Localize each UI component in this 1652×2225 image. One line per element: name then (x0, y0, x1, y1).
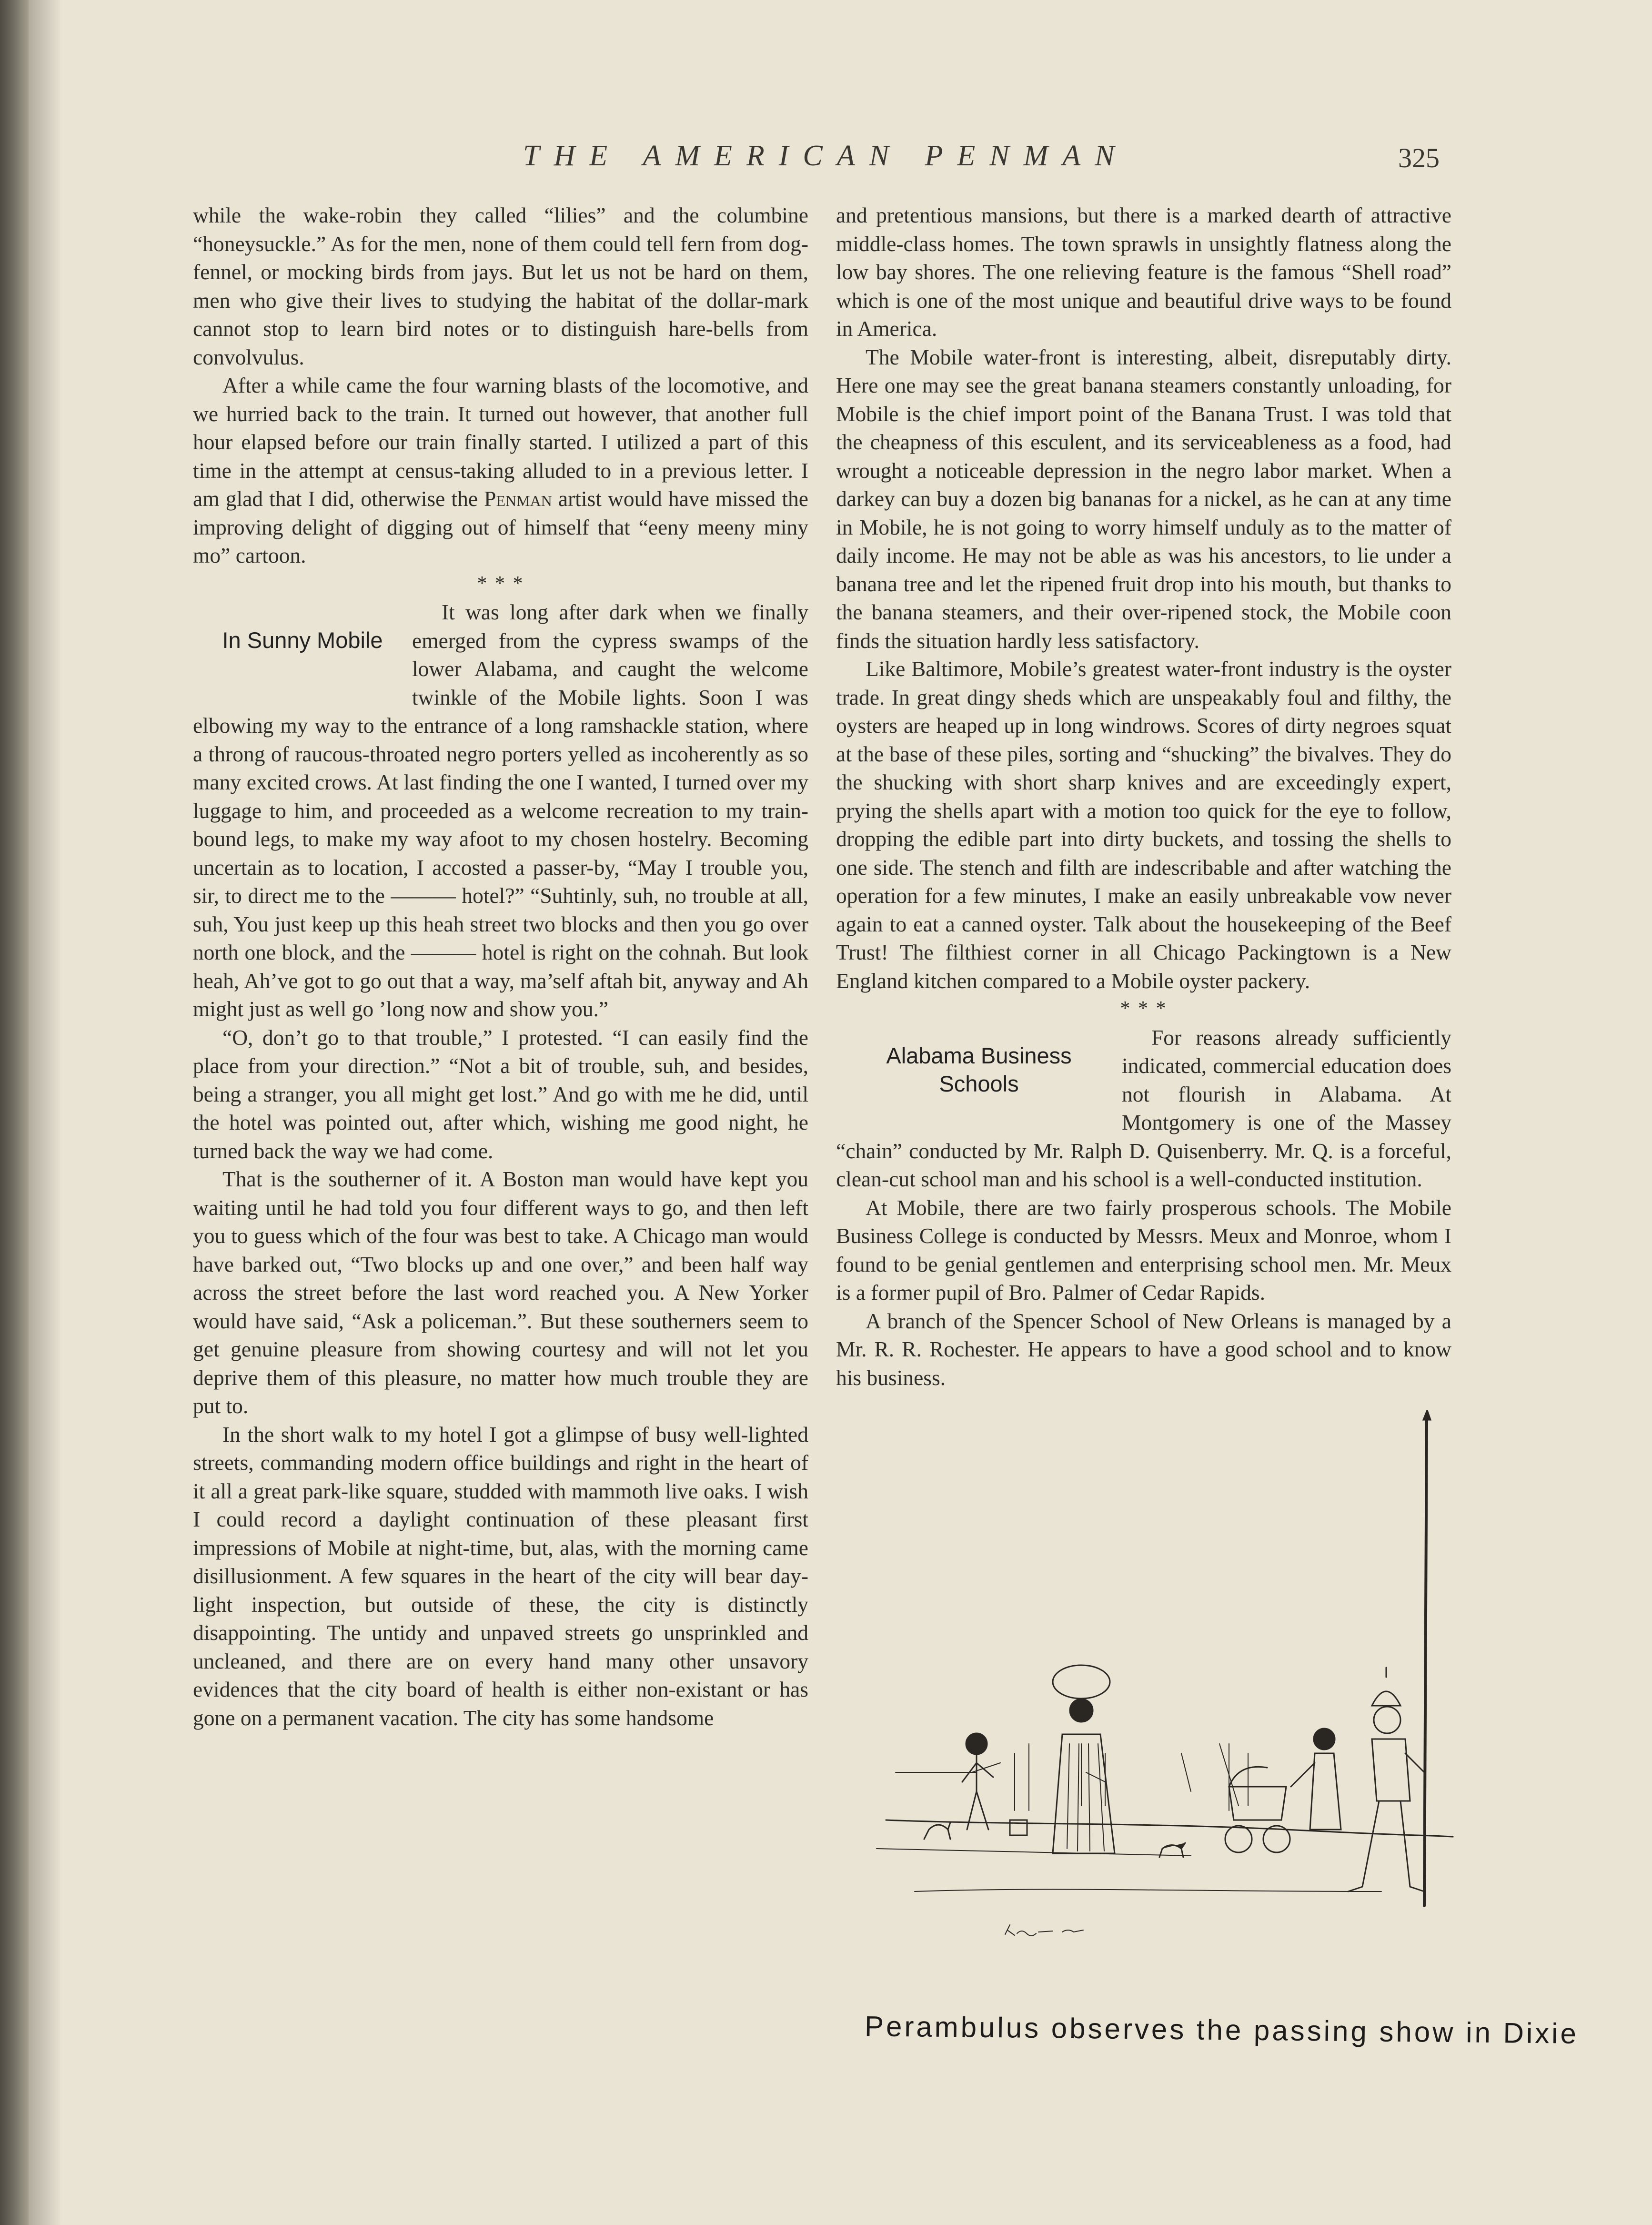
cartoon-illustration (857, 1410, 1477, 2044)
nurse-figure (1291, 1753, 1341, 1830)
paragraph-text: After a while came the four warning blasts of the locomotive, and we hurried back to the train. It turned out however, that another full hour elapsed before our train finally started. I utilized a part of this time in the attempt at census-taking alluded to in a previous letter. I am glad that I did, otherwise the (193, 373, 808, 511)
fence-strokes (896, 1744, 1248, 1810)
paragraph: At Mobile, there are two fairly prosperous schools. The Mobile Business College is conducted by Messrs. Meux and Monroe, whom I found to be genial gentlemen and enterprising school men. Mr. Meux is a former pupil of Bro. Palmer of Cedar Rapids. (836, 1195, 1451, 1305)
paragraph: For reasons already sufficiently indicated, commercial education does not flourish in Alabama. At Montgomery is one of the Massey “chain” conducted by Mr. Ralph D. Quisenberry. Mr. Q. is a forceful, clean-cut school man and his school is a well-conducted institution. (836, 1025, 1451, 1191)
right-column (836, 201, 1451, 1392)
observer-limbs (1348, 1753, 1424, 1891)
paragraph: and pretentious mansions, but there is a marked dearth of attractive middle-class homes. The town sprawls in unsightly flatness along the low bay shores. The one relieving feature is the famous “Shell road” which is one of the most unique and beautiful drive ways to be found in America. (836, 203, 1451, 341)
paragraph: “O, don’t go to that trouble,” I protested. “I can easily find the place from your direction.” “Not a bit of trouble, suh, and besides, being a stranger, you all might get lost.” And go with me he did, until the hotel was pointed out, after which, wishing me good night, he turned back the way we had come. (193, 1025, 808, 1163)
man-head (966, 1733, 987, 1754)
gutter-shadow (29, 0, 62, 2225)
observer-head (1374, 1707, 1400, 1733)
section-sidehead: In Sunny Mobile (222, 627, 383, 653)
pith-helmet (1372, 1691, 1400, 1706)
observer-coat (1372, 1739, 1410, 1801)
book-binding-edge (0, 0, 29, 2225)
nurse-head (1314, 1729, 1335, 1750)
artist-signature (1005, 1925, 1083, 1936)
paragraph-text: artist would have missed the improving delight of digging out of himself that “eeny meeny miny mo” cartoon. (193, 486, 809, 567)
dress-stripes (1067, 1744, 1104, 1851)
man-figure (962, 1754, 993, 1830)
bucket (1010, 1820, 1027, 1835)
paragraph: A branch of the Spencer School of New Orleans is managed by a Mr. R. R. Rochester. He appears to have a good school and to know his business. (836, 1308, 1451, 1390)
paragraph: while the wake-robin they called “lilies” and the columbine “honeysuckle.” As for the men, none of them could tell fern from dog-fennel, or mocking birds from jays. But let us not be hard on them, men who give their lives to studying the habitat of the dollar-mark cannot stop to learn bird notes or to distinguish hare-bells from convolvulus. (193, 203, 808, 369)
paragraph: The Mobile water-front is interesting, albeit, disreputably dirty. Here one may see the great banana steamers constantly unloading, for Mobile is the chief import point of the Banana Trust. I was told that the cheapness of this esculent, and its serviceableness as a food, had wrought a noticeable depression in the negro labor market. When a darkey can buy a dozen big bananas for a nickel, as he can at any time in Mobile, he is not going to worry himself unduly as to the matter of daily income. He may not be able as was his ancestors, to lie under a banana tree and let the ripened fruit drop into his mouth, but thanks to the banana steamers, and their over-ripened stock, the Mobile coon finds the situation hardly less satisfactory. (836, 344, 1451, 653)
carriage-wheel (1225, 1826, 1252, 1852)
ground-line (915, 1890, 1381, 1891)
penman-small-caps: Penman (484, 486, 552, 511)
cartoon-caption: Perambulus observes the passing show in Dixie (864, 2010, 1579, 2050)
staff-line (1424, 1420, 1427, 1906)
left-column (193, 201, 808, 1732)
ground-line (876, 1849, 1191, 1856)
paragraph: Like Baltimore, Mobile’s greatest water-front industry is the oyster trade. In great dingy sheds which are unspeakably foul and filthy, the oysters are heaped up in long windrows. Scores of dirty negroes squat at the base of these piles, sorting and “shucking” the bivalves. They do the shucking with short sharp knives and are exceedingly expert, prying the shells apart with a motion too quick for the eye to follow, dropping the edible part into dirty buckets, and tossing the shells to one side. The stench and filth are indescribable and after watching the operation for a few minutes, I make an easily unbreakable vow never again to eat a canned oyster. Talk about the housekeeping of the Beef Trust! The filthiest corner in all Chicago Packingtown is a New England kitchen compared to a Mobile oyster packery. (836, 657, 1451, 993)
basket-on-head (1053, 1665, 1110, 1699)
section-break-asterisks: * * * (477, 572, 524, 595)
small-dog (924, 1822, 950, 1839)
paragraph: It was long after dark when we finally emerged from the cypress swamps of the lower Alabama, and caught the welcome twinkle of the Mobile lights. Soon I was elbowing my way to the entrance of a long ramshackle station, where a throng of raucous-throated negro porters yelled as incoherently as so many excited crows. At last finding the one I wanted, I turned over my luggage to him, and proceeded as a welcome recreation to my train-bound legs, to make my way afoot to my chosen hostelry. Becoming uncertain as to location, I accosted a passer-by, “May I trouble you, sir, to direct me to the ——— hotel?” “Suhtinly, suh, no trouble at all, suh, You just keep up this heah street two blocks and then you go over north one block, and the ——— hotel is right on the cohnah. But look heah, Ah’ve got to go out that a way, ma’self aftah bit, anyway and Ah might just as well go ’long now and show you.” (193, 600, 808, 1021)
section-sidehead: Alabama Business Schools (886, 1042, 1072, 1096)
woman-head (1070, 1699, 1093, 1722)
section-break-asterisks: * * * (1120, 998, 1168, 1020)
paragraph: That is the southerner of it. A Boston man would have kept you waiting until he had told you four different ways to go, and then left you to guess which of the four was best to take. A Chicago man would have barked out, “Two blocks up and one over,” and been half way across the street before the last word reached you. A New Yorker would have said, “Ask a policeman.”. But these southerners seem to get genuine pleasure from showing courtesy and will not let you deprive them of this pleasure, no matter how much trouble they are put to. (193, 1167, 808, 1418)
page-number: 325 (1398, 142, 1440, 173)
ground-line (886, 1820, 1453, 1837)
running-head: THE AMERICAN PENMAN (523, 140, 1129, 172)
staff-tip (1423, 1410, 1430, 1420)
paragraph (193, 371, 808, 570)
paragraph: In the short walk to my hotel I got a glimpse of busy well-lighted streets, commanding modern office buildings and right in the heart of it all a great park-like square, studded with mammoth live oaks. I wish I could record a daylight continuation of these pleasant first impressions of Mobile at night-time, but, alas, with the morning came disillusionment. A few squares in the heart of the city will bear day-light inspection, but outside of these, the city is distinctly disappointing. The untidy and unpaved streets go unsprinkled and uncleaned, and there are on every hand many other unsavory evidences that the city board of health is either non-existant or has gone on a permanent vacation. The city has some handsome (193, 1422, 808, 1730)
